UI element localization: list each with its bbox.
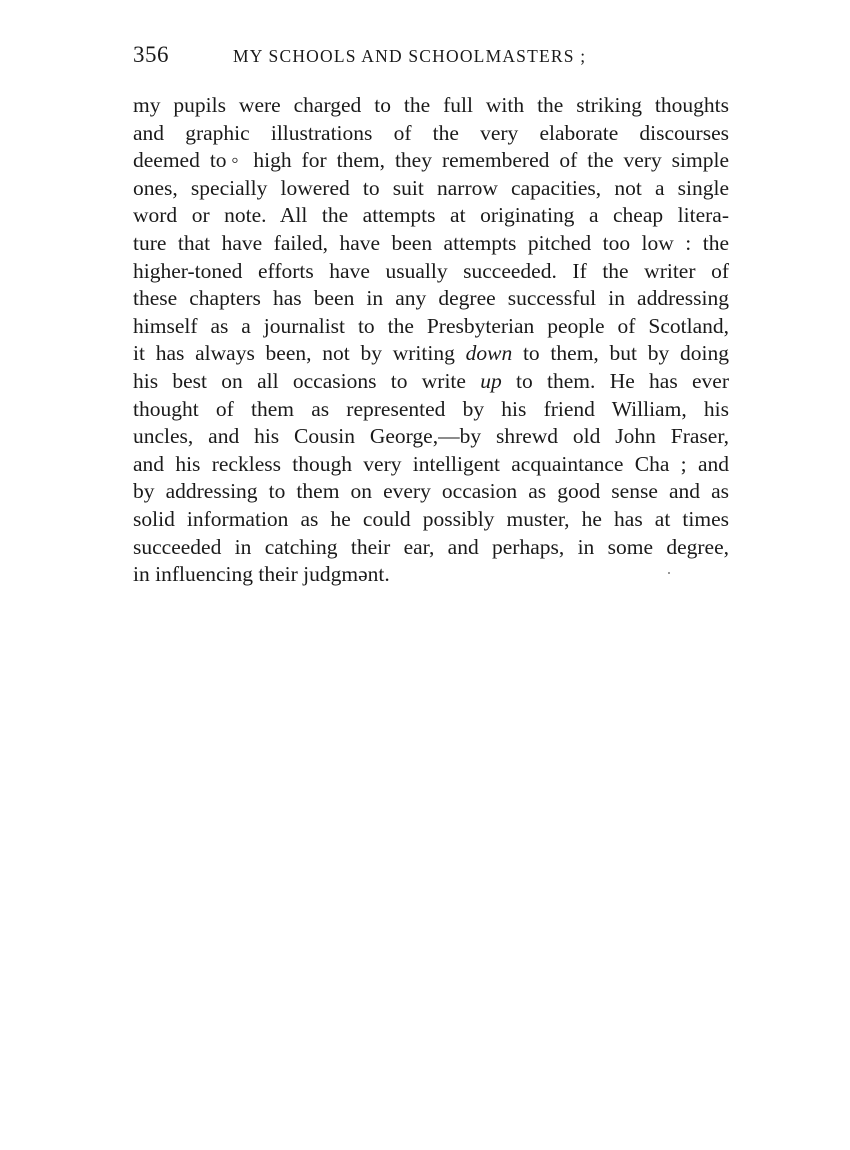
- text-segment: to them. He has ever: [501, 368, 729, 393]
- text-line: ture that have failed, have been attempts pitched too low : the: [133, 230, 729, 255]
- text-line: my pupils were charged to the full with the striking thoughts: [133, 93, 729, 117]
- text-line: succeeded in catching their ear, and perhaps, in some degree,: [133, 534, 729, 559]
- page-header: [133, 42, 733, 76]
- text-line: ones, specially lowered to suit narrow capacities, not a single: [133, 175, 729, 200]
- print-speck: [668, 572, 670, 574]
- page-number: 356: [133, 42, 169, 67]
- text-line: thought of them as represented by his friend William, his: [133, 396, 729, 421]
- text-line: in influencing their judgmənt.: [133, 562, 390, 587]
- text-line: himself as a journalist to the Presbyterian people of Scotland,: [133, 313, 729, 338]
- body-text: [133, 92, 729, 589]
- emphasis-up: up: [480, 368, 502, 393]
- text-line: deemed to◦ high for them, they remembered of the very simple: [133, 148, 729, 173]
- text-line: [133, 368, 729, 396]
- text-segment: to them, but by doing: [512, 341, 729, 366]
- text-segment: his best on all occasions to write: [133, 368, 481, 393]
- text-line: [133, 340, 729, 368]
- text-line: word or note. All the attempts at originating a cheap litera-: [133, 203, 729, 228]
- text-line: and graphic illustrations of the very elaborate discourses: [133, 120, 729, 145]
- text-line: higher-toned efforts have usually succeeded. If the writer of: [133, 258, 729, 283]
- text-segment: it has always been, not by writing: [133, 341, 466, 366]
- emphasis-down: down: [465, 341, 513, 366]
- text-line: solid information as he could possibly muster, he has at times: [133, 506, 729, 531]
- text-line: these chapters has been in any degree successful in addressing: [133, 286, 729, 311]
- text-line: uncles, and his Cousin George,—by shrewd old John Fraser,: [133, 424, 729, 449]
- text-line: by addressing to them on every occasion as good sense and as: [133, 479, 729, 504]
- text-line: and his reckless though very intelligent acquaintance Cha ; and: [133, 451, 729, 476]
- running-title: MY SCHOOLS AND SCHOOLMASTERS ;: [233, 46, 587, 66]
